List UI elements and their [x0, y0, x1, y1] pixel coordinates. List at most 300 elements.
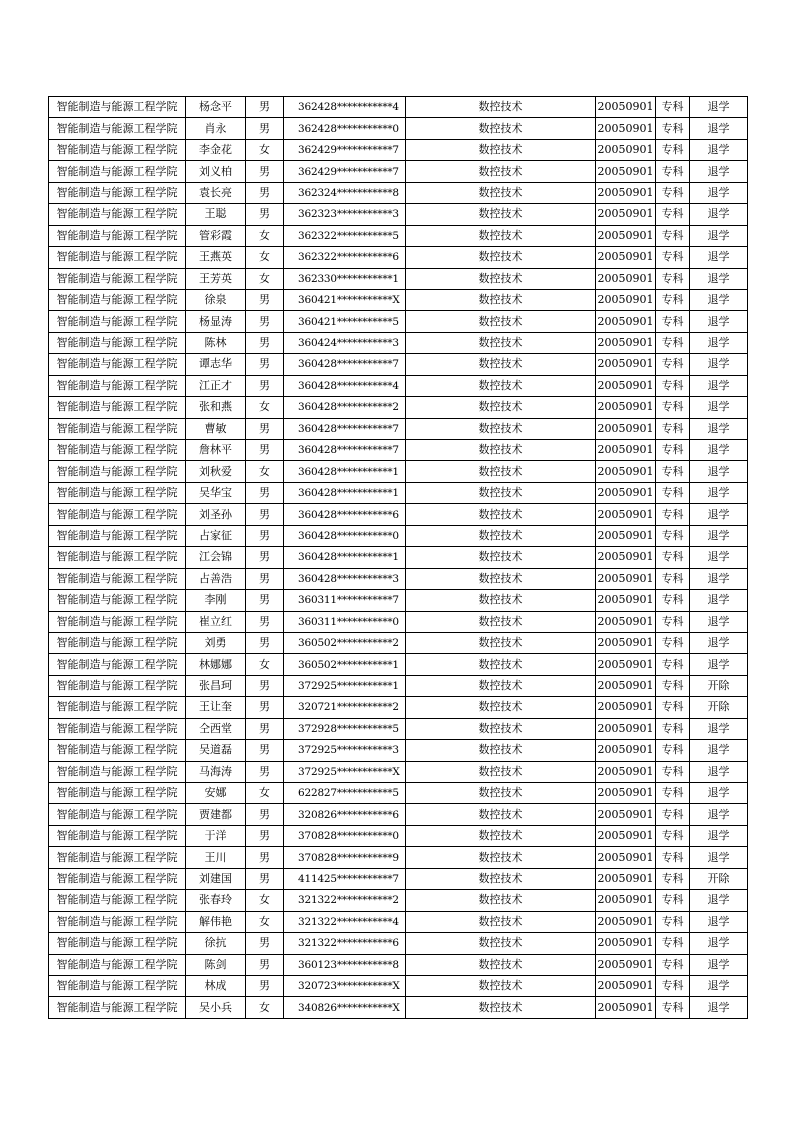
major-cell: 数控技术	[406, 332, 596, 353]
education-level-cell: 专科	[656, 911, 690, 932]
id-number-cell: 362324***********8	[284, 182, 406, 203]
id-number-cell: 362429***********7	[284, 161, 406, 182]
gender-cell: 男	[246, 632, 284, 653]
major-cell: 数控技术	[406, 204, 596, 225]
status-cell: 退学	[690, 139, 748, 160]
enrollment-date-cell: 20050901	[596, 718, 656, 739]
id-number-cell: 362330***********1	[284, 268, 406, 289]
table-row	[49, 654, 748, 675]
id-number-cell: 340826***********X	[284, 997, 406, 1018]
major-cell: 数控技术	[406, 997, 596, 1018]
gender-cell: 男	[246, 547, 284, 568]
gender-cell: 男	[246, 118, 284, 139]
education-level-cell: 专科	[656, 954, 690, 975]
id-number-cell: 622827***********5	[284, 783, 406, 804]
major-cell: 数控技术	[406, 675, 596, 696]
gender-cell: 男	[246, 740, 284, 761]
status-cell: 退学	[690, 161, 748, 182]
college-cell: 智能制造与能源工程学院	[49, 611, 186, 632]
major-cell: 数控技术	[406, 825, 596, 846]
education-level-cell: 专科	[656, 247, 690, 268]
enrollment-date-cell: 20050901	[596, 482, 656, 503]
id-number-cell: 360311***********0	[284, 611, 406, 632]
gender-cell: 男	[246, 504, 284, 525]
gender-cell: 男	[246, 354, 284, 375]
status-cell: 退学	[690, 225, 748, 246]
gender-cell: 女	[246, 911, 284, 932]
college-cell: 智能制造与能源工程学院	[49, 997, 186, 1018]
major-cell: 数控技术	[406, 482, 596, 503]
table-row	[49, 161, 748, 182]
table-row	[49, 847, 748, 868]
name-cell: 解伟艳	[186, 911, 246, 932]
name-cell: 王聪	[186, 204, 246, 225]
table-row	[49, 182, 748, 203]
major-cell: 数控技术	[406, 311, 596, 332]
enrollment-date-cell: 20050901	[596, 418, 656, 439]
status-cell: 退学	[690, 375, 748, 396]
table-row	[49, 890, 748, 911]
status-cell: 退学	[690, 247, 748, 268]
table-row	[49, 697, 748, 718]
gender-cell: 男	[246, 440, 284, 461]
major-cell: 数控技术	[406, 461, 596, 482]
name-cell: 管彩霞	[186, 225, 246, 246]
status-cell: 退学	[690, 204, 748, 225]
major-cell: 数控技术	[406, 418, 596, 439]
id-number-cell: 321322***********6	[284, 933, 406, 954]
enrollment-date-cell: 20050901	[596, 890, 656, 911]
table-row	[49, 525, 748, 546]
table-row	[49, 118, 748, 139]
enrollment-date-cell: 20050901	[596, 868, 656, 889]
status-cell: 退学	[690, 975, 748, 996]
name-cell: 王川	[186, 847, 246, 868]
college-cell: 智能制造与能源工程学院	[49, 418, 186, 439]
education-level-cell: 专科	[656, 975, 690, 996]
name-cell: 江会锦	[186, 547, 246, 568]
table-row	[49, 225, 748, 246]
enrollment-date-cell: 20050901	[596, 204, 656, 225]
enrollment-date-cell: 20050901	[596, 118, 656, 139]
major-cell: 数控技术	[406, 525, 596, 546]
table-row	[49, 825, 748, 846]
table-body	[49, 97, 748, 1019]
table-row	[49, 504, 748, 525]
enrollment-date-cell: 20050901	[596, 804, 656, 825]
name-cell: 刘义柏	[186, 161, 246, 182]
enrollment-date-cell: 20050901	[596, 225, 656, 246]
name-cell: 张和燕	[186, 397, 246, 418]
college-cell: 智能制造与能源工程学院	[49, 118, 186, 139]
major-cell: 数控技术	[406, 847, 596, 868]
name-cell: 江正才	[186, 375, 246, 396]
major-cell: 数控技术	[406, 182, 596, 203]
gender-cell: 男	[246, 204, 284, 225]
status-cell: 退学	[690, 482, 748, 503]
name-cell: 谭志华	[186, 354, 246, 375]
college-cell: 智能制造与能源工程学院	[49, 332, 186, 353]
enrollment-date-cell: 20050901	[596, 611, 656, 632]
enrollment-date-cell: 20050901	[596, 547, 656, 568]
enrollment-date-cell: 20050901	[596, 332, 656, 353]
major-cell: 数控技术	[406, 225, 596, 246]
education-level-cell: 专科	[656, 890, 690, 911]
education-level-cell: 专科	[656, 397, 690, 418]
major-cell: 数控技术	[406, 804, 596, 825]
education-level-cell: 专科	[656, 354, 690, 375]
college-cell: 智能制造与能源工程学院	[49, 354, 186, 375]
college-cell: 智能制造与能源工程学院	[49, 975, 186, 996]
enrollment-date-cell: 20050901	[596, 354, 656, 375]
name-cell: 杨显涛	[186, 311, 246, 332]
college-cell: 智能制造与能源工程学院	[49, 954, 186, 975]
id-number-cell: 360428***********7	[284, 440, 406, 461]
college-cell: 智能制造与能源工程学院	[49, 268, 186, 289]
gender-cell: 男	[246, 182, 284, 203]
education-level-cell: 专科	[656, 182, 690, 203]
education-level-cell: 专科	[656, 568, 690, 589]
education-level-cell: 专科	[656, 482, 690, 503]
enrollment-date-cell: 20050901	[596, 975, 656, 996]
table-row	[49, 311, 748, 332]
table-row	[49, 568, 748, 589]
education-level-cell: 专科	[656, 504, 690, 525]
college-cell: 智能制造与能源工程学院	[49, 461, 186, 482]
college-cell: 智能制造与能源工程学院	[49, 868, 186, 889]
college-cell: 智能制造与能源工程学院	[49, 247, 186, 268]
education-level-cell: 专科	[656, 440, 690, 461]
id-number-cell: 360502***********1	[284, 654, 406, 675]
college-cell: 智能制造与能源工程学院	[49, 525, 186, 546]
name-cell: 杨念平	[186, 97, 246, 118]
education-level-cell: 专科	[656, 97, 690, 118]
enrollment-date-cell: 20050901	[596, 954, 656, 975]
education-level-cell: 专科	[656, 675, 690, 696]
id-number-cell: 360421***********X	[284, 289, 406, 310]
id-number-cell: 360428***********4	[284, 375, 406, 396]
table-row	[49, 97, 748, 118]
major-cell: 数控技术	[406, 397, 596, 418]
table-row	[49, 590, 748, 611]
enrollment-date-cell: 20050901	[596, 161, 656, 182]
status-cell: 退学	[690, 783, 748, 804]
table-row	[49, 611, 748, 632]
student-status-table	[48, 96, 748, 1019]
gender-cell: 女	[246, 654, 284, 675]
table-row	[49, 375, 748, 396]
table-row	[49, 868, 748, 889]
name-cell: 李金花	[186, 139, 246, 160]
enrollment-date-cell: 20050901	[596, 654, 656, 675]
name-cell: 吴华宝	[186, 482, 246, 503]
major-cell: 数控技术	[406, 118, 596, 139]
gender-cell: 男	[246, 761, 284, 782]
name-cell: 林娜娜	[186, 654, 246, 675]
name-cell: 张昌珂	[186, 675, 246, 696]
gender-cell: 男	[246, 847, 284, 868]
education-level-cell: 专科	[656, 868, 690, 889]
enrollment-date-cell: 20050901	[596, 675, 656, 696]
id-number-cell: 372925***********X	[284, 761, 406, 782]
id-number-cell: 360428***********6	[284, 504, 406, 525]
id-number-cell: 320723***********X	[284, 975, 406, 996]
college-cell: 智能制造与能源工程学院	[49, 547, 186, 568]
name-cell: 仝西堂	[186, 718, 246, 739]
college-cell: 智能制造与能源工程学院	[49, 504, 186, 525]
gender-cell: 女	[246, 139, 284, 160]
major-cell: 数控技术	[406, 375, 596, 396]
education-level-cell: 专科	[656, 847, 690, 868]
major-cell: 数控技术	[406, 289, 596, 310]
gender-cell: 男	[246, 718, 284, 739]
college-cell: 智能制造与能源工程学院	[49, 204, 186, 225]
major-cell: 数控技术	[406, 139, 596, 160]
id-number-cell: 360421***********5	[284, 311, 406, 332]
gender-cell: 男	[246, 568, 284, 589]
table-row	[49, 997, 748, 1018]
gender-cell: 男	[246, 975, 284, 996]
enrollment-date-cell: 20050901	[596, 590, 656, 611]
major-cell: 数控技术	[406, 718, 596, 739]
id-number-cell: 360428***********3	[284, 568, 406, 589]
enrollment-date-cell: 20050901	[596, 311, 656, 332]
table-row	[49, 954, 748, 975]
college-cell: 智能制造与能源工程学院	[49, 632, 186, 653]
status-cell: 退学	[690, 825, 748, 846]
college-cell: 智能制造与能源工程学院	[49, 718, 186, 739]
name-cell: 张春玲	[186, 890, 246, 911]
enrollment-date-cell: 20050901	[596, 375, 656, 396]
status-cell: 退学	[690, 997, 748, 1018]
education-level-cell: 专科	[656, 632, 690, 653]
name-cell: 王燕英	[186, 247, 246, 268]
college-cell: 智能制造与能源工程学院	[49, 440, 186, 461]
status-cell: 退学	[690, 632, 748, 653]
gender-cell: 女	[246, 268, 284, 289]
major-cell: 数控技术	[406, 568, 596, 589]
status-cell: 退学	[690, 268, 748, 289]
college-cell: 智能制造与能源工程学院	[49, 289, 186, 310]
status-cell: 退学	[690, 311, 748, 332]
name-cell: 肖永	[186, 118, 246, 139]
college-cell: 智能制造与能源工程学院	[49, 590, 186, 611]
education-level-cell: 专科	[656, 654, 690, 675]
table-row	[49, 440, 748, 461]
gender-cell: 男	[246, 418, 284, 439]
table-row	[49, 975, 748, 996]
status-cell: 开除	[690, 697, 748, 718]
table-row	[49, 718, 748, 739]
status-cell: 退学	[690, 761, 748, 782]
education-level-cell: 专科	[656, 289, 690, 310]
table-row	[49, 783, 748, 804]
id-number-cell: 372925***********1	[284, 675, 406, 696]
id-number-cell: 362428***********4	[284, 97, 406, 118]
education-level-cell: 专科	[656, 225, 690, 246]
enrollment-date-cell: 20050901	[596, 247, 656, 268]
status-cell: 退学	[690, 890, 748, 911]
id-number-cell: 360428***********0	[284, 525, 406, 546]
major-cell: 数控技术	[406, 654, 596, 675]
table-row	[49, 482, 748, 503]
enrollment-date-cell: 20050901	[596, 504, 656, 525]
college-cell: 智能制造与能源工程学院	[49, 933, 186, 954]
gender-cell: 男	[246, 697, 284, 718]
id-number-cell: 360428***********2	[284, 397, 406, 418]
status-cell: 退学	[690, 118, 748, 139]
status-cell: 开除	[690, 868, 748, 889]
status-cell: 退学	[690, 504, 748, 525]
name-cell: 陈林	[186, 332, 246, 353]
enrollment-date-cell: 20050901	[596, 139, 656, 160]
major-cell: 数控技术	[406, 632, 596, 653]
education-level-cell: 专科	[656, 590, 690, 611]
id-number-cell: 360428***********7	[284, 418, 406, 439]
gender-cell: 男	[246, 375, 284, 396]
gender-cell: 女	[246, 397, 284, 418]
education-level-cell: 专科	[656, 783, 690, 804]
status-cell: 退学	[690, 332, 748, 353]
enrollment-date-cell: 20050901	[596, 289, 656, 310]
college-cell: 智能制造与能源工程学院	[49, 375, 186, 396]
table-row	[49, 204, 748, 225]
gender-cell: 女	[246, 461, 284, 482]
id-number-cell: 362323***********3	[284, 204, 406, 225]
gender-cell: 男	[246, 933, 284, 954]
major-cell: 数控技术	[406, 975, 596, 996]
major-cell: 数控技术	[406, 697, 596, 718]
enrollment-date-cell: 20050901	[596, 761, 656, 782]
name-cell: 吴小兵	[186, 997, 246, 1018]
gender-cell: 男	[246, 954, 284, 975]
education-level-cell: 专科	[656, 547, 690, 568]
id-number-cell: 321322***********4	[284, 911, 406, 932]
id-number-cell: 360428***********7	[284, 354, 406, 375]
enrollment-date-cell: 20050901	[596, 911, 656, 932]
major-cell: 数控技术	[406, 440, 596, 461]
status-cell: 退学	[690, 418, 748, 439]
major-cell: 数控技术	[406, 611, 596, 632]
id-number-cell: 370828***********9	[284, 847, 406, 868]
college-cell: 智能制造与能源工程学院	[49, 890, 186, 911]
major-cell: 数控技术	[406, 547, 596, 568]
table-row	[49, 418, 748, 439]
name-cell: 马海涛	[186, 761, 246, 782]
name-cell: 刘勇	[186, 632, 246, 653]
gender-cell: 女	[246, 783, 284, 804]
name-cell: 徐抗	[186, 933, 246, 954]
table-row	[49, 632, 748, 653]
education-level-cell: 专科	[656, 718, 690, 739]
education-level-cell: 专科	[656, 268, 690, 289]
enrollment-date-cell: 20050901	[596, 933, 656, 954]
college-cell: 智能制造与能源工程学院	[49, 911, 186, 932]
table-row	[49, 740, 748, 761]
education-level-cell: 专科	[656, 375, 690, 396]
table-row	[49, 547, 748, 568]
education-level-cell: 专科	[656, 525, 690, 546]
status-cell: 退学	[690, 289, 748, 310]
enrollment-date-cell: 20050901	[596, 697, 656, 718]
id-number-cell: 360428***********1	[284, 461, 406, 482]
gender-cell: 男	[246, 611, 284, 632]
major-cell: 数控技术	[406, 868, 596, 889]
college-cell: 智能制造与能源工程学院	[49, 397, 186, 418]
table-row	[49, 268, 748, 289]
gender-cell: 男	[246, 161, 284, 182]
gender-cell: 女	[246, 997, 284, 1018]
id-number-cell: 360123***********8	[284, 954, 406, 975]
enrollment-date-cell: 20050901	[596, 97, 656, 118]
table-row	[49, 675, 748, 696]
enrollment-date-cell: 20050901	[596, 182, 656, 203]
college-cell: 智能制造与能源工程学院	[49, 182, 186, 203]
id-number-cell: 372925***********3	[284, 740, 406, 761]
college-cell: 智能制造与能源工程学院	[49, 697, 186, 718]
gender-cell: 男	[246, 868, 284, 889]
education-level-cell: 专科	[656, 332, 690, 353]
enrollment-date-cell: 20050901	[596, 825, 656, 846]
major-cell: 数控技术	[406, 954, 596, 975]
major-cell: 数控技术	[406, 911, 596, 932]
college-cell: 智能制造与能源工程学院	[49, 225, 186, 246]
enrollment-date-cell: 20050901	[596, 632, 656, 653]
major-cell: 数控技术	[406, 783, 596, 804]
name-cell: 贾建都	[186, 804, 246, 825]
gender-cell: 男	[246, 590, 284, 611]
education-level-cell: 专科	[656, 761, 690, 782]
id-number-cell: 360311***********7	[284, 590, 406, 611]
id-number-cell: 362322***********5	[284, 225, 406, 246]
id-number-cell: 370828***********0	[284, 825, 406, 846]
college-cell: 智能制造与能源工程学院	[49, 740, 186, 761]
gender-cell: 男	[246, 332, 284, 353]
gender-cell: 女	[246, 247, 284, 268]
major-cell: 数控技术	[406, 161, 596, 182]
education-level-cell: 专科	[656, 418, 690, 439]
status-cell: 退学	[690, 461, 748, 482]
college-cell: 智能制造与能源工程学院	[49, 654, 186, 675]
gender-cell: 女	[246, 890, 284, 911]
name-cell: 徐泉	[186, 289, 246, 310]
id-number-cell: 362322***********6	[284, 247, 406, 268]
college-cell: 智能制造与能源工程学院	[49, 825, 186, 846]
major-cell: 数控技术	[406, 247, 596, 268]
enrollment-date-cell: 20050901	[596, 847, 656, 868]
name-cell: 刘建国	[186, 868, 246, 889]
gender-cell: 男	[246, 311, 284, 332]
table-row	[49, 247, 748, 268]
id-number-cell: 321322***********2	[284, 890, 406, 911]
major-cell: 数控技术	[406, 354, 596, 375]
major-cell: 数控技术	[406, 761, 596, 782]
table-row	[49, 461, 748, 482]
major-cell: 数控技术	[406, 504, 596, 525]
name-cell: 王让奎	[186, 697, 246, 718]
status-cell: 退学	[690, 354, 748, 375]
college-cell: 智能制造与能源工程学院	[49, 783, 186, 804]
college-cell: 智能制造与能源工程学院	[49, 311, 186, 332]
table-row	[49, 139, 748, 160]
name-cell: 吴道磊	[186, 740, 246, 761]
status-cell: 退学	[690, 568, 748, 589]
major-cell: 数控技术	[406, 97, 596, 118]
table-row	[49, 804, 748, 825]
id-number-cell: 362428***********0	[284, 118, 406, 139]
gender-cell: 女	[246, 225, 284, 246]
major-cell: 数控技术	[406, 890, 596, 911]
